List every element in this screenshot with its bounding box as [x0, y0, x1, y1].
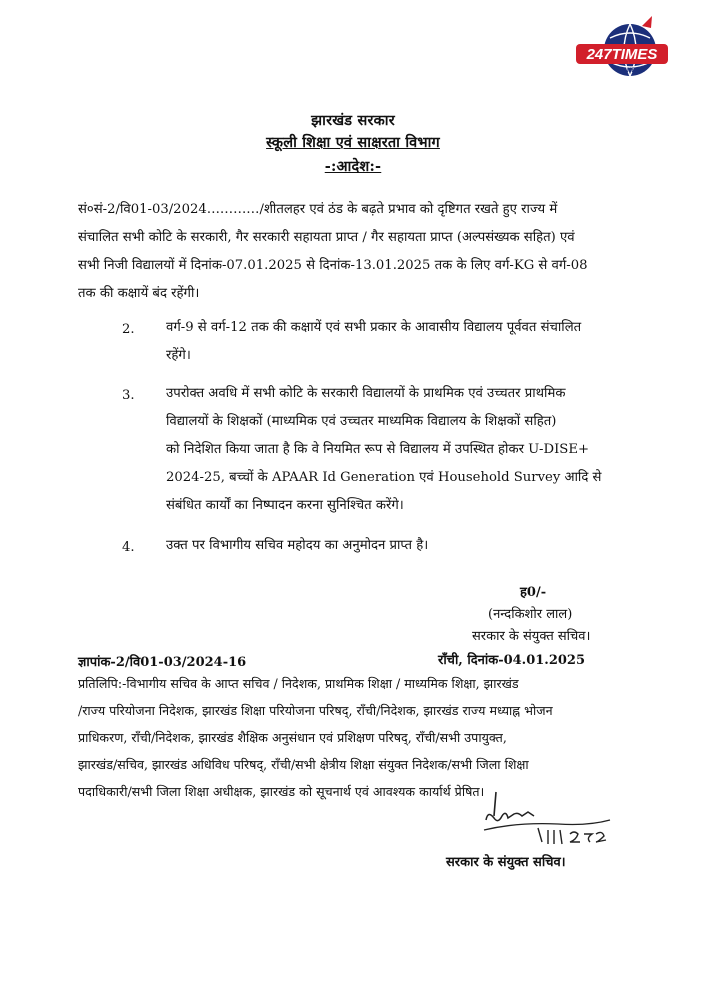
department-title: स्कूली शिक्षा एवं साक्षरता विभाग [266, 134, 440, 151]
para1-line: सं०सं-2/वि01-03/2024…………/शीतलहर एवं ठंड के बढ़ते प्रभाव को दृष्टिगत रखते हुए राज्य में [78, 202, 558, 217]
point-number: 3. [122, 388, 135, 403]
copy-line: झारखंड/सचिव, झारखंड अधिविध परिषद्, राँची/सभी क्षेत्रीय शिक्षा संयुक्त निदेशक/सभी जिला शिक्षा [78, 757, 529, 772]
govt-title: झारखंड सरकार [311, 112, 395, 129]
memo-number: ज्ञापांक-2/वि01-03/2024-16 [78, 655, 247, 670]
point-line: को निदेशित किया जाता है कि वे नियमित रूप से विद्यालय में उपस्थित होकर U-DISE+ [166, 442, 589, 457]
point-line: उक्त पर विभागीय सचिव महोदय का अनुमोदन प्राप्त है। [166, 538, 429, 553]
final-signatory-designation: सरकार के संयुक्त सचिव। [446, 855, 566, 870]
point-line: रहेंगे। [166, 348, 191, 363]
para1-line: तक की कक्षायें बंद रहेंगी। [78, 286, 200, 301]
point-number: 2. [122, 322, 135, 337]
para1-line: सभी निजी विद्यालयों में दिनांक-07.01.2025 से दिनांक-13.01.2025 तक के लिए वर्ग-KG से वर्ग-08 [78, 258, 588, 273]
point-line: संबंधित कार्यों का निष्पादन करना सुनिश्चित करेंगे। [166, 498, 404, 513]
point-line: विद्यालयों के शिक्षकों (माध्यमिक एवं उच्चतर माध्यमिक विद्यालय के शिक्षकों सहित) [166, 414, 557, 429]
point-line: 2024-25, बच्चों के APAAR Id Generation एवं Household Survey आदि से [166, 470, 602, 485]
point-3-text [166, 380, 601, 520]
copy-line: प्राधिकरण, राँची/निदेशक, झारखंड शैक्षिक अनुसंधान एवं प्रशिक्षण परिषद्, राँची/सभी उपायुक्त, [78, 730, 507, 745]
order-title: -:आदेश:- [324, 158, 382, 175]
signatory-name: (नन्दकिशोर लाल) [488, 607, 573, 622]
memo-place-date: राँची, दिनांक-04.01.2025 [438, 653, 586, 668]
point-2-text [166, 314, 581, 370]
point-line: वर्ग-9 से वर्ग-12 तक की कक्षायें एवं सभी प्रकार के आवासीय विद्यालय पूर्ववत संचालित [166, 320, 582, 335]
signatory-designation: सरकार के संयुक्त सचिव। [472, 629, 591, 644]
logo-sub-text: NEWS [627, 68, 645, 74]
point-4-text [166, 532, 428, 560]
point-number: 4. [122, 540, 135, 555]
para1-line: संचालित सभी कोटि के सरकारी, गैर सरकारी सहायता प्राप्त / गैर सहायता प्राप्त (अल्पसंख्यक सहित) एवं [78, 230, 575, 245]
copy-distribution [78, 670, 630, 805]
handwritten-signature-icon [478, 790, 618, 850]
point-line: उपरोक्त अवधि में सभी कोटि के सरकारी विद्यालयों के प्राथमिक एवं उच्चतर प्राथमिक [166, 386, 566, 401]
copy-line: /राज्य परियोजना निदेशक, झारखंड शिक्षा परियोजना परिषद्, राँची/निदेशक, झारखंड राज्य मध्याह्न भोजन [78, 703, 553, 718]
copy-line: प्रतिलिपि:-विभागीय सचिव के आप्त सचिव / निदेशक, प्राथमिक शिक्षा / माध्यमिक शिक्षा, झारखंड [78, 676, 519, 691]
logo-brand-text: 247TIMES [586, 46, 658, 63]
order-paragraph-1 [78, 196, 630, 308]
signature-sd: ह0/- [520, 585, 547, 600]
copy-line: पदाधिकारी/सभी जिला शिक्षा अधीक्षक, झारखंड को सूचनार्थ एवं आवश्यक कार्यार्थ प्रेषित। [78, 784, 485, 799]
times-news-logo-icon [572, 14, 672, 94]
